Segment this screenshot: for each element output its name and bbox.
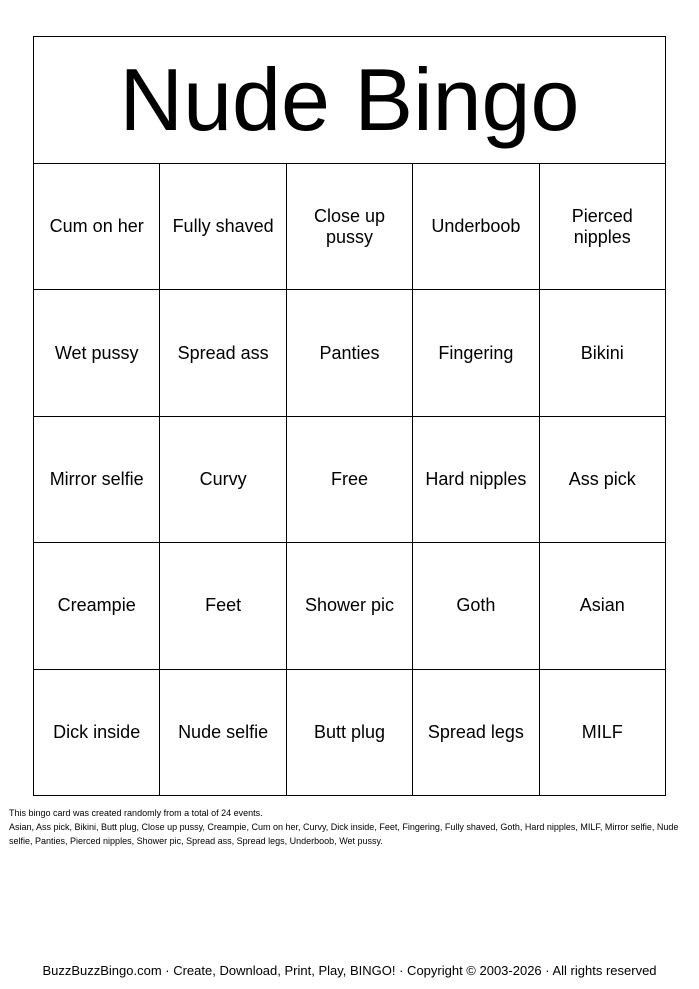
bingo-cell: Wet pussy [34, 290, 160, 416]
bingo-cell: Bikini [540, 290, 666, 416]
card-title: Nude Bingo [119, 50, 580, 149]
bingo-card [33, 36, 666, 796]
bingo-cell: Hard nipples [413, 417, 539, 543]
bingo-cell: Spread ass [160, 290, 286, 416]
bingo-cell: Pierced nipples [540, 164, 666, 290]
bingo-cell: Butt plug [287, 670, 413, 796]
bingo-cell: Underboob [413, 164, 539, 290]
title-cell [34, 37, 666, 164]
bingo-cell: Close up pussy [287, 164, 413, 290]
bingo-cell: Cum on her [34, 164, 160, 290]
info-summary: This bingo card was created randomly from a total of 24 events. [9, 808, 263, 818]
bingo-cell: Creampie [34, 543, 160, 669]
bingo-cell: Goth [413, 543, 539, 669]
bingo-cell: Fingering [413, 290, 539, 416]
bingo-cell: Curvy [160, 417, 286, 543]
bingo-cell: Asian [540, 543, 666, 669]
bingo-cell: Dick inside [34, 670, 160, 796]
footer-copyright: BuzzBuzzBingo.com · Create, Download, Print, Play, BINGO! · Copyright © 2003-2026 · All rights reserved [42, 963, 657, 978]
bingo-cell: MILF [540, 670, 666, 796]
bingo-cell: Spread legs [413, 670, 539, 796]
bingo-cell: Fully shaved [160, 164, 286, 290]
bingo-cell: Ass pick [540, 417, 666, 543]
bingo-cell: Shower pic [287, 543, 413, 669]
bingo-grid [34, 164, 666, 796]
bingo-cell-free: Free [287, 417, 413, 543]
bingo-cell: Panties [287, 290, 413, 416]
info-event-list: Asian, Ass pick, Bikini, Butt plug, Close up pussy, Creampie, Cum on her, Curvy, Dick inside, Feet, Fingering, Fully shaved, Goth, Hard nipples, MILF, Mirror selfie, Nude selfie, Panties, Pierced nipples, Shower pic, Spread ass, Spread legs, Underboob, Wet pussy. [9, 822, 679, 846]
bingo-cell: Nude selfie [160, 670, 286, 796]
bingo-cell: Mirror selfie [34, 417, 160, 543]
card-info [9, 806, 693, 848]
bingo-cell: Feet [160, 543, 286, 669]
